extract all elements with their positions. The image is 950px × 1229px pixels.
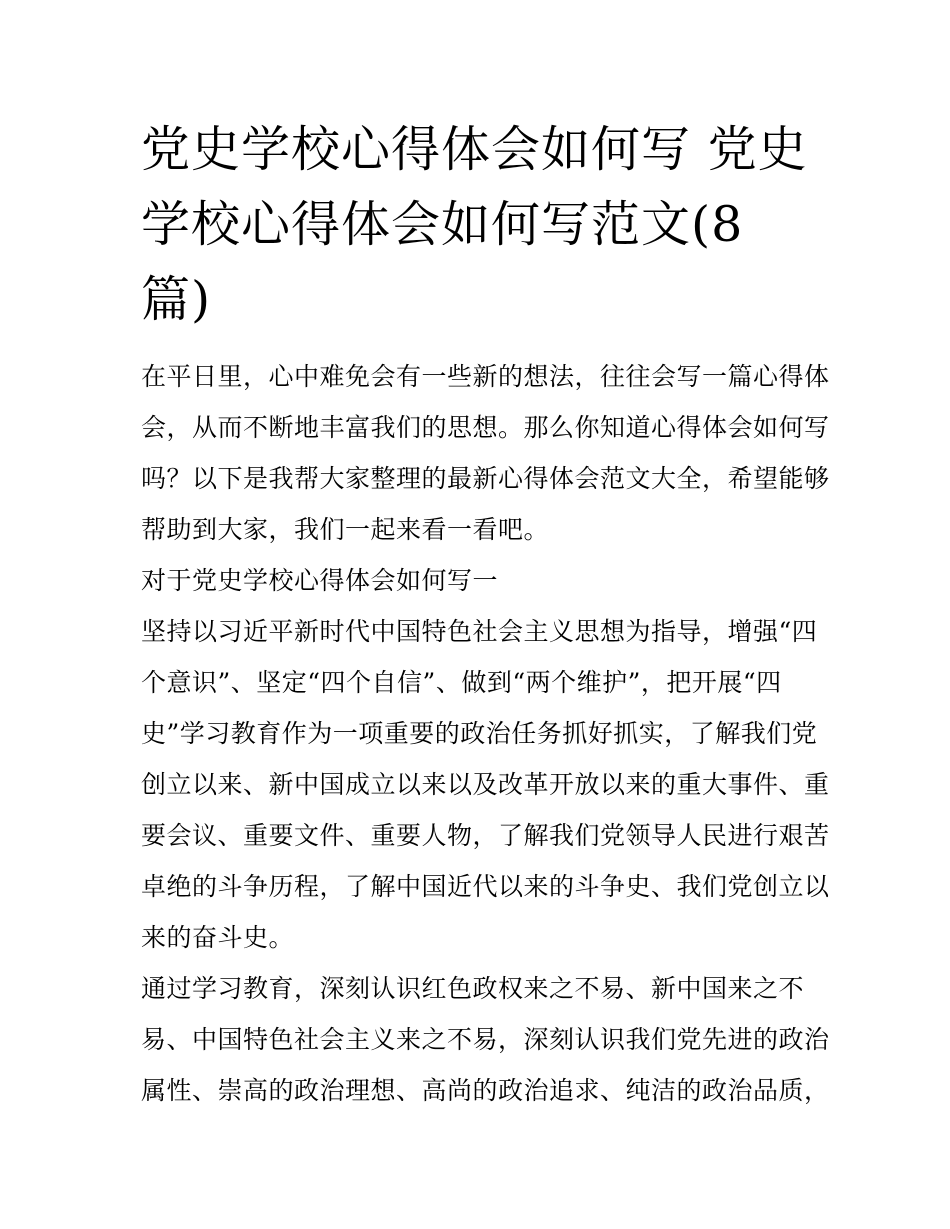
document-title — [141, 112, 821, 337]
title-line: 党史学校心得体会如何写 党史 — [141, 121, 808, 178]
body-text-line: 帮助到大家，我们一起来看一看吧。 — [141, 515, 550, 544]
body-text-line: 会，从而不断地丰富我们的思想。那么你知道心得体会如何写 — [141, 413, 830, 442]
title-line: 篇) — [141, 271, 212, 328]
body-text-line: 易、中国特色社会主义来之不易，深刻认识我们党先进的政治 — [141, 1025, 830, 1054]
body-text-line: 史”学习教育作为一项重要的政治任务抓好抓实，了解我们党 — [141, 719, 818, 748]
body-text-line: 创立以来、新中国成立以来以及改革开放以来的重大事件、重 — [141, 770, 830, 799]
title-line: 学校心得体会如何写范文(8 — [141, 196, 744, 253]
body-text-line: 在平日里，心中难免会有一些新的想法，往往会写一篇心得体 — [141, 362, 830, 391]
body-text-line: 坚持以习近平新时代中国特色社会主义思想为指导，增强“四 — [141, 617, 818, 646]
body-text-line: 来的奋斗史。 — [141, 923, 295, 952]
section-heading: 对于党史学校心得体会如何写一 — [141, 566, 499, 595]
body-text-line: 要会议、重要文件、重要人物，了解我们党领导人民进行艰苦 — [141, 821, 830, 850]
body-text-line: 个意识”、坚定“四个自信”、做到“两个维护”，把开展“四 — [141, 668, 782, 697]
body-text-line: 吗？以下是我帮大家整理的最新心得体会范文大全，希望能够 — [141, 464, 830, 493]
body-text-line: 通过学习教育，深刻认识红色政权来之不易、新中国来之不 — [141, 974, 805, 1003]
body-text-line: 卓绝的斗争历程，了解中国近代以来的斗争史、我们党创立以 — [141, 872, 830, 901]
body-text-line: 属性、崇高的政治理想、高尚的政治追求、纯洁的政治品质， — [141, 1076, 830, 1105]
